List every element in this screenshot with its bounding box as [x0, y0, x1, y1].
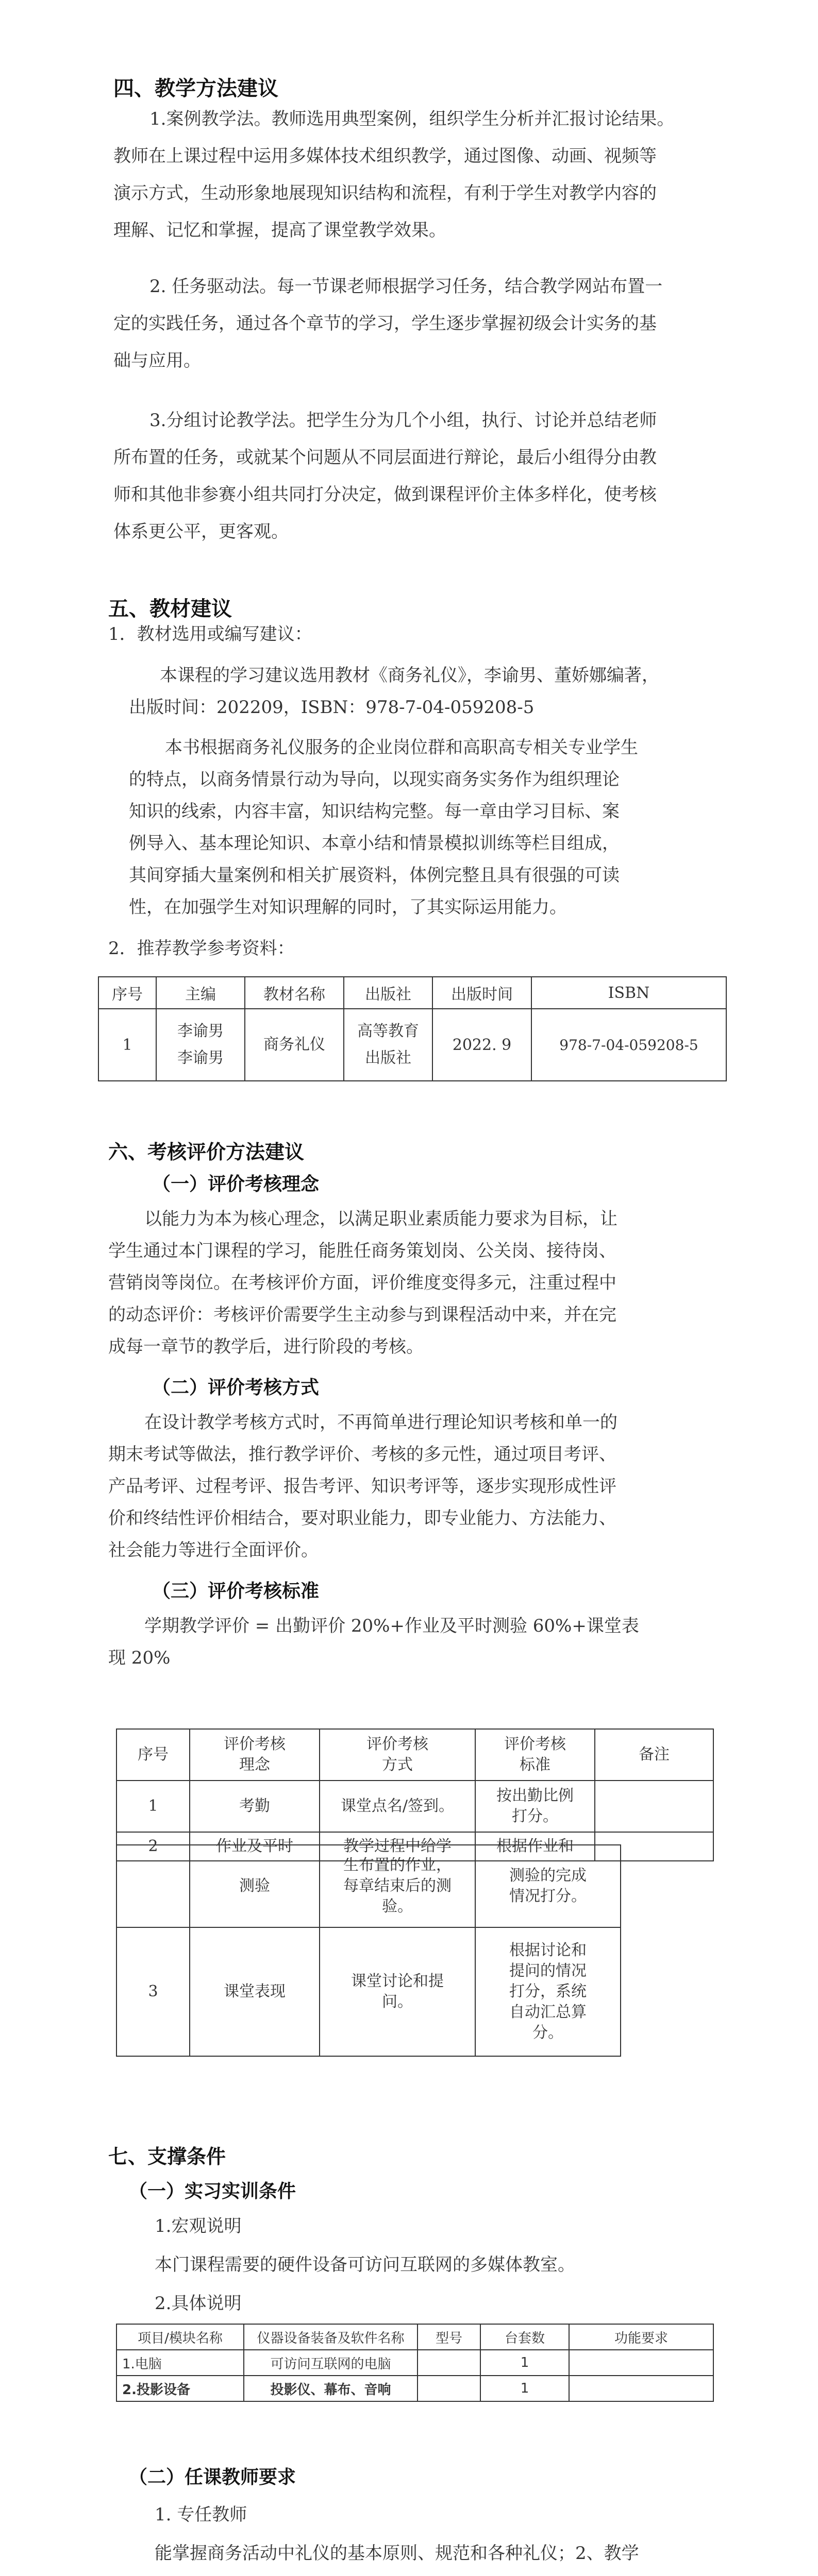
section-5-title: 五、教材建议 [108, 597, 232, 621]
table-row: 1 考勤 课堂点名/签到。 按出勤比例 打分。 [116, 1781, 713, 1832]
teacher-requirements-title: （二）任课教师要求 [129, 2467, 296, 2488]
full-time-teacher-label: 1. 专任教师 [155, 2504, 247, 2525]
assessment-table [116, 1728, 714, 1861]
textbook-description: 本书根据商务礼仪服务的企业岗位群和高职高专相关专业学生 的特点，以商务情景行动为导向，以现实商务实务作为组织理论 知识的线索，内容丰富，知识结构完整。每一章由学习目标、案 例导入、基本理论知识、本章小结和情景模拟训练等栏目组成， 其间穿插大量案例和相关扩展资料，体例完整且具有很强的可读 性，在加强学生对知识理解的同时，了其实际运用能力。 [129, 737, 638, 918]
equipment-table [116, 2324, 714, 2402]
teacher-requirements-text: 能掌握商务活动中礼仪的基本原则、规范和各种礼仪；2、教学 [155, 2543, 639, 2564]
table-header-row: 序号 评价考核 理念 评价考核 方式 评价考核 标准 备注 [116, 1729, 713, 1781]
assessment-concept-text: 以能力为本为核心理念，以满足职业素质能力要求为目标，让 学生通过本门课程的学习，能胜任商务策划岗、公关岗、接待岗、 营销岗等岗位。在考核评价方面，评价维度变得多元，注重过程中 的动态评价：考核评价需要学生主动参与到课程活动中来，并在完 成每一章节的教学后，进行阶段的考核。 [108, 1209, 617, 1357]
table-row: 2.投影设备 投影仪、幕布、音响 1 [116, 2376, 713, 2401]
macro-description-text: 本门课程需要的硬件设备可访问互联网的多媒体教室。 [155, 2255, 575, 2275]
assessment-method-text: 在设计教学考核方式时，不再简单进行理论知识考核和单一的 期末考试等做法，推行教学评价、考核的多元性，通过项目考评、 产品考评、过程考评、报告考评、知识考评等，逐步实现形成性评 价和终结性评价相结合，要对职业能力，即专业能力、方法能力、 社会能力等进行全面评价。 [108, 1412, 617, 1561]
table-header-row: 序号 主编 教材名称 出版社 出版时间 ISBN [98, 977, 726, 1009]
table-header-row: 项目/模块名称 仪器设备装备及软件名称 型号 台套数 功能要求 [116, 2324, 713, 2350]
section-4-para-2: 2. 任务驱动法。每一节课老师根据学习任务，结合教学网站布置一 定的实践任务，通过各个章节的学习，学生逐步掌握初级会计实务的基 础与应用。 [113, 276, 663, 371]
section-4-para-3: 3.分组讨论教学法。把学生分为几个小组，执行、讨论并总结老师 所布置的任务，或就某个问题从不同层面进行辩论，最后小组得分由教 师和其他非参赛小组共同打分决定，做到课程评价主体多样化，使考核 体系更公平，更客观。 [113, 410, 657, 542]
section-7-title: 七、支撑条件 [108, 2145, 226, 2168]
assessment-formula: 学期教学评价 = 出勤评价 20%+作业及平时测验 60%+课堂表 现 20% [108, 1616, 639, 1668]
assessment-method-title: （二）评价考核方式 [152, 1377, 320, 1398]
reference-table [98, 976, 727, 1081]
practice-conditions-title: （一）实习实训条件 [129, 2181, 296, 2202]
section-4-para-1: 1.案例教学法。教师选用典型案例，组织学生分析并汇报讨论结果。 教师在上课过程中运用多媒体技术组织教学，通过图像、动画、视频等 演示方式，生动形象地展现知识结构和流程，有利于学生对教学内容的 理解、记忆和掌握，提高了课堂教学效果。 [113, 109, 675, 241]
table-row: 测验 生布置的作业， 每章结束后的测 验。 测验的完成 情况打分。 [116, 1845, 621, 1927]
section-5-sub-2: 2．推荐教学参考资料： [108, 938, 295, 959]
macro-description-label: 1.宏观说明 [155, 2216, 242, 2236]
assessment-standard-title: （三）评价考核标准 [152, 1581, 320, 1602]
table-row: 3 课堂表现 课堂讨论和提 问。 根据讨论和 提问的情况 打分，系统 自动汇总算 分。 [116, 1927, 621, 2056]
section-4-title: 四、教学方法建议 [113, 77, 278, 100]
specific-description-label: 2.具体说明 [155, 2293, 242, 2314]
table-row: 1.电脑 可访问互联网的电脑 1 [116, 2350, 713, 2376]
table-row: 1 李谕男 李谕男 商务礼仪 高等教育 出版社 2022. 9 978-7-04-059208-5 [98, 1009, 726, 1081]
textbook-info: 本课程的学习建议选用教材《商务礼仪》，李谕男、董娇娜编著， 出版时间：202209，ISBN：978-7-04-059208-5 [129, 665, 659, 718]
assessment-table-continued [116, 1844, 621, 2057]
section-6-title: 六、考核评价方法建议 [108, 1141, 305, 1163]
table-row: 2 作业及平时 教学过程中给学 根据作业和 [116, 1832, 713, 1861]
assessment-concept-title: （一）评价考核理念 [152, 1174, 320, 1195]
section-5-sub-1: 1．教材选用或编写建议： [108, 624, 312, 645]
